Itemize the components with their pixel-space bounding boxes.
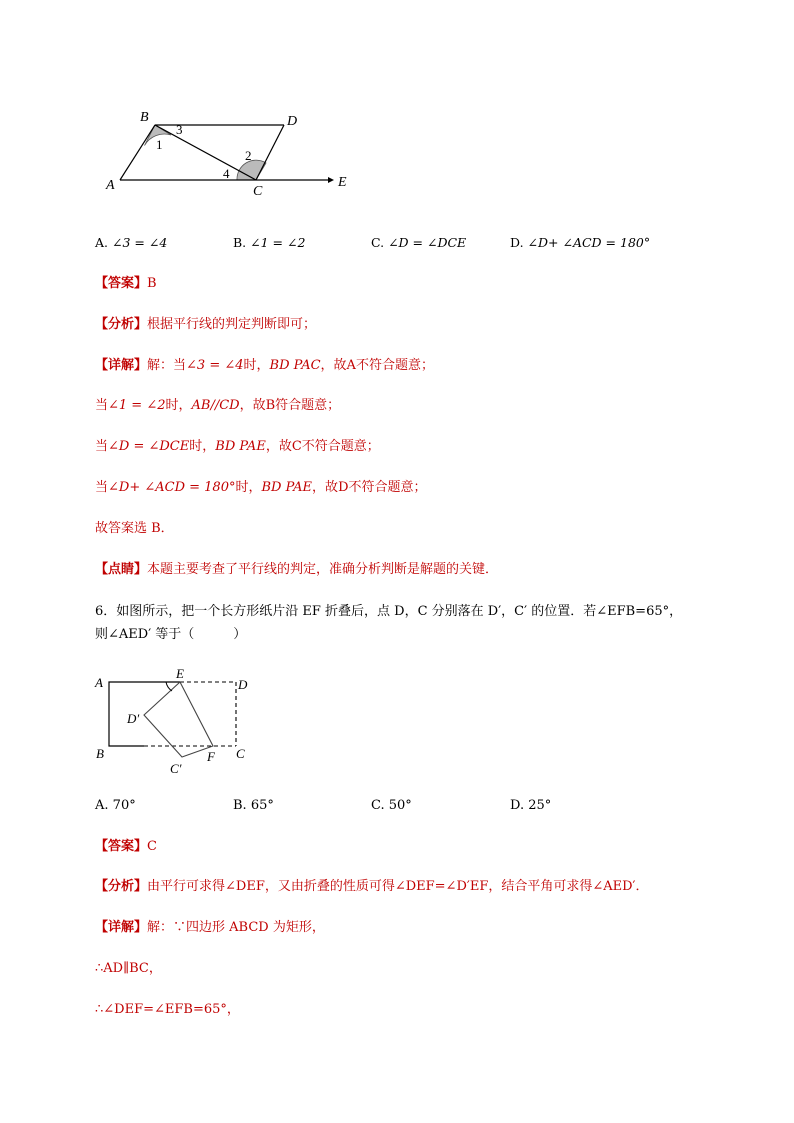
label-F: F xyxy=(207,749,215,764)
q6-analysis: 【分析】由平行可求得∠DEF，又由折叠的性质可得∠DEF=∠D′EF，结合平角可求得∠AED′． xyxy=(95,879,649,894)
label-D: D xyxy=(238,677,248,692)
q6-option-d[interactable]: D. 25° xyxy=(510,798,552,813)
label-D: D xyxy=(287,114,298,129)
label-E: E xyxy=(338,175,347,190)
q5-answer: 【答案】B xyxy=(95,276,157,291)
label-A: A xyxy=(95,675,103,690)
q5-analysis: 【分析】根据平行线的判定判断即可； xyxy=(95,317,317,332)
label-B: B xyxy=(96,746,104,761)
label-2: 2 xyxy=(245,148,252,163)
q5-detail-line-2: 当∠1 = ∠2时，AB//CD，故B符合题意； xyxy=(95,398,341,413)
label-4: 4 xyxy=(223,166,230,181)
q5-comment: 【点睛】本题主要考查了平行线的判定，准确分析判断是解题的关键． xyxy=(95,562,499,577)
q6-stem-line-1: 6．如图所示，把一个长方形纸片沿 EF 折叠后，点 D，C 分别落在 D′，C′ 的位置．若∠EFB=65°， xyxy=(95,604,683,619)
q5-detail-line-3: 当∠D = ∠DCE时，BD PAE，故C不符合题意； xyxy=(95,439,380,454)
q5-detail-line-1: 【详解】解：当∠3 = ∠4时，BD PAC，故A不符合题意； xyxy=(95,358,434,373)
q5-option-c[interactable]: C. ∠D = ∠DCE xyxy=(371,235,467,250)
q6-answer: 【答案】C xyxy=(95,839,157,854)
q6-detail-line-2: ∴AD∥BC， xyxy=(95,961,162,976)
figure-parallelogram xyxy=(100,105,360,200)
label-C: C xyxy=(236,746,245,761)
line-BC xyxy=(155,125,256,180)
q6-stem-line-2: 则∠AED′ 等于（ ） xyxy=(95,627,247,642)
label-1: 1 xyxy=(156,137,163,152)
q6-option-b[interactable]: B. 65° xyxy=(233,798,274,813)
q5-conclusion: 故答案选 B． xyxy=(95,521,174,536)
q5-detail-line-4: 当∠D+ ∠ACD = 180°时，BD PAE，故D不符合题意； xyxy=(95,480,427,495)
label-3: 3 xyxy=(176,122,183,137)
q6-option-c[interactable]: C. 50° xyxy=(371,798,412,813)
q5-option-b[interactable]: B. ∠1 = ∠2 xyxy=(233,235,306,250)
q6-detail-line-3: ∴∠DEF=∠EFB=65°， xyxy=(95,1002,240,1017)
q5-option-d[interactable]: D. ∠D+ ∠ACD = 180° xyxy=(510,235,651,250)
label-E: E xyxy=(176,666,184,681)
line-CD xyxy=(256,125,284,180)
arrow-E xyxy=(328,177,334,183)
label-D-prime: D′ xyxy=(127,711,140,726)
q6-detail-line-1: 【详解】解：∵四边形 ABCD 为矩形， xyxy=(95,920,325,935)
label-C-prime: C′ xyxy=(170,761,182,776)
figure-folded-rectangle xyxy=(90,665,260,780)
q5-option-a[interactable]: A. ∠3 = ∠4 xyxy=(95,235,168,250)
label-A: A xyxy=(106,178,115,193)
label-C: C xyxy=(253,184,263,199)
label-B: B xyxy=(140,110,149,125)
line-AB xyxy=(120,125,155,180)
q6-option-a[interactable]: A. 70° xyxy=(95,798,136,813)
